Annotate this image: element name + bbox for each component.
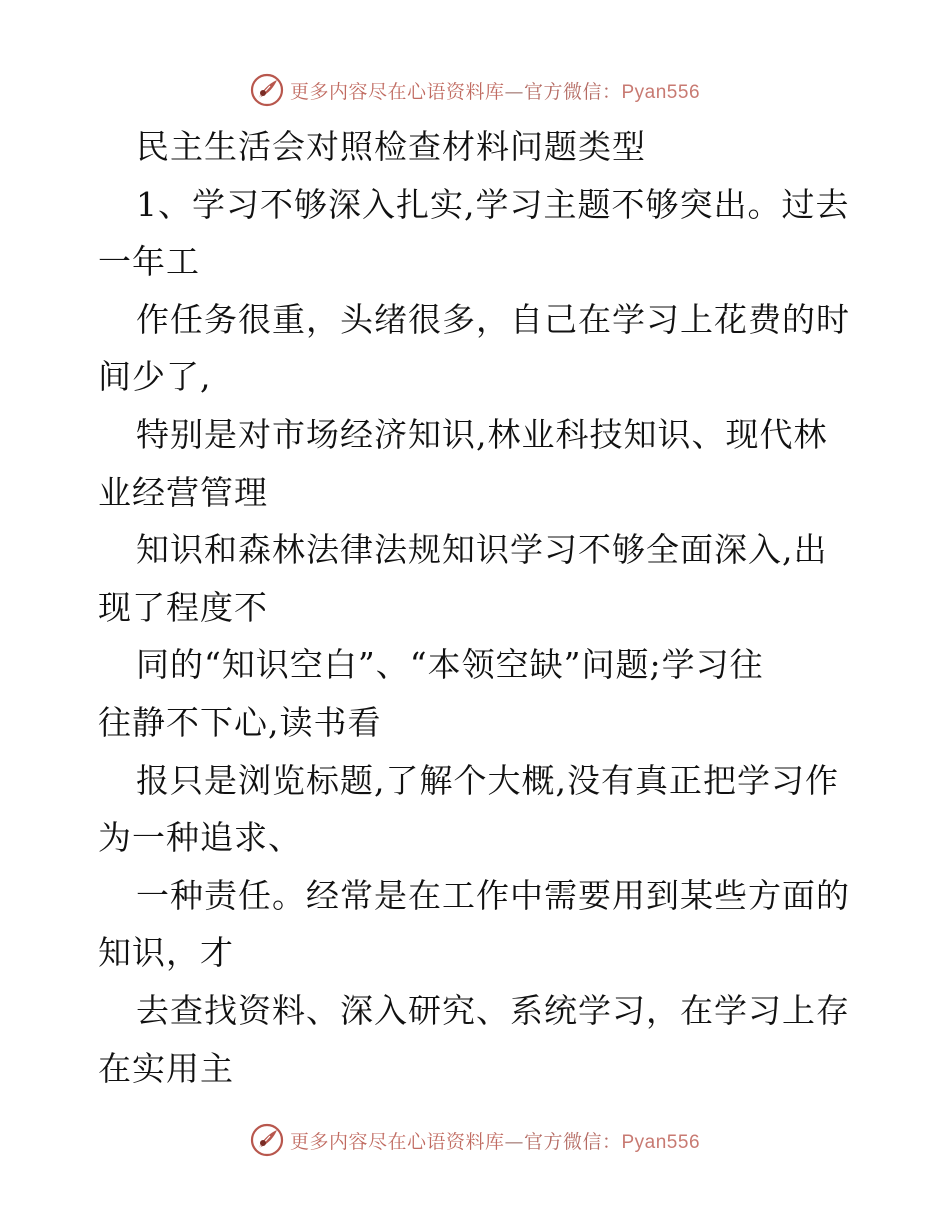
doc-line: 作任务很重，头绪很多，自己在学习上花费的时 bbox=[136, 299, 850, 339]
doc-line: 特别是对市场经济知识,林业科技知识、现代林 bbox=[136, 414, 828, 454]
doc-line: 知识和森林法律法规知识学习不够全面深入,出 bbox=[136, 530, 828, 570]
header-watermark bbox=[0, 70, 950, 110]
doc-line: 一年工 bbox=[98, 242, 200, 282]
footer-watermark bbox=[0, 1120, 950, 1160]
doc-line: 现了程度不 bbox=[98, 587, 268, 627]
doc-line: 为一种追求、 bbox=[98, 818, 302, 858]
watermark-brand: 更多内容尽在心语资料库 bbox=[289, 80, 505, 103]
watermark-official-label: 官方微信： bbox=[523, 1130, 622, 1153]
doc-line: 间少了, bbox=[98, 357, 212, 397]
feather-pen-logo-icon bbox=[250, 73, 284, 107]
doc-line: 报只是浏览标题,了解个大概,没有真正把学习作 bbox=[136, 760, 839, 800]
watermark-official-label: 官方微信： bbox=[523, 80, 622, 103]
watermark-text bbox=[290, 1127, 700, 1154]
doc-line: 去查找资料、深入研究、系统学习，在学习上存 bbox=[136, 990, 850, 1030]
feather-pen-logo-icon bbox=[250, 1123, 284, 1157]
doc-line: 往静不下心,读书看 bbox=[98, 702, 382, 742]
doc-line: 1、学习不够深入扎实,学习主题不够突出。过去 bbox=[136, 184, 850, 224]
watermark-brand: 更多内容尽在心语资料库 bbox=[289, 1130, 505, 1153]
watermark-wechat-id: Pyan556 bbox=[621, 1131, 701, 1153]
watermark-separator: — bbox=[504, 1130, 524, 1153]
watermark-separator: — bbox=[504, 80, 524, 103]
doc-line: 一种责任。经常是在工作中需要用到某些方面的 bbox=[136, 875, 850, 915]
doc-line: 民主生活会对照检查材料问题类型 bbox=[136, 127, 646, 166]
watermark-text bbox=[290, 77, 700, 104]
doc-line: 业经营管理 bbox=[98, 472, 268, 512]
doc-line: 在实用主 bbox=[98, 1048, 234, 1088]
document-body bbox=[98, 118, 858, 1097]
doc-line: 同的“知识空白”、“本领空缺”问题;学习往 bbox=[136, 645, 764, 685]
doc-line: 知识，才 bbox=[98, 933, 234, 973]
watermark-wechat-id: Pyan556 bbox=[621, 81, 701, 103]
